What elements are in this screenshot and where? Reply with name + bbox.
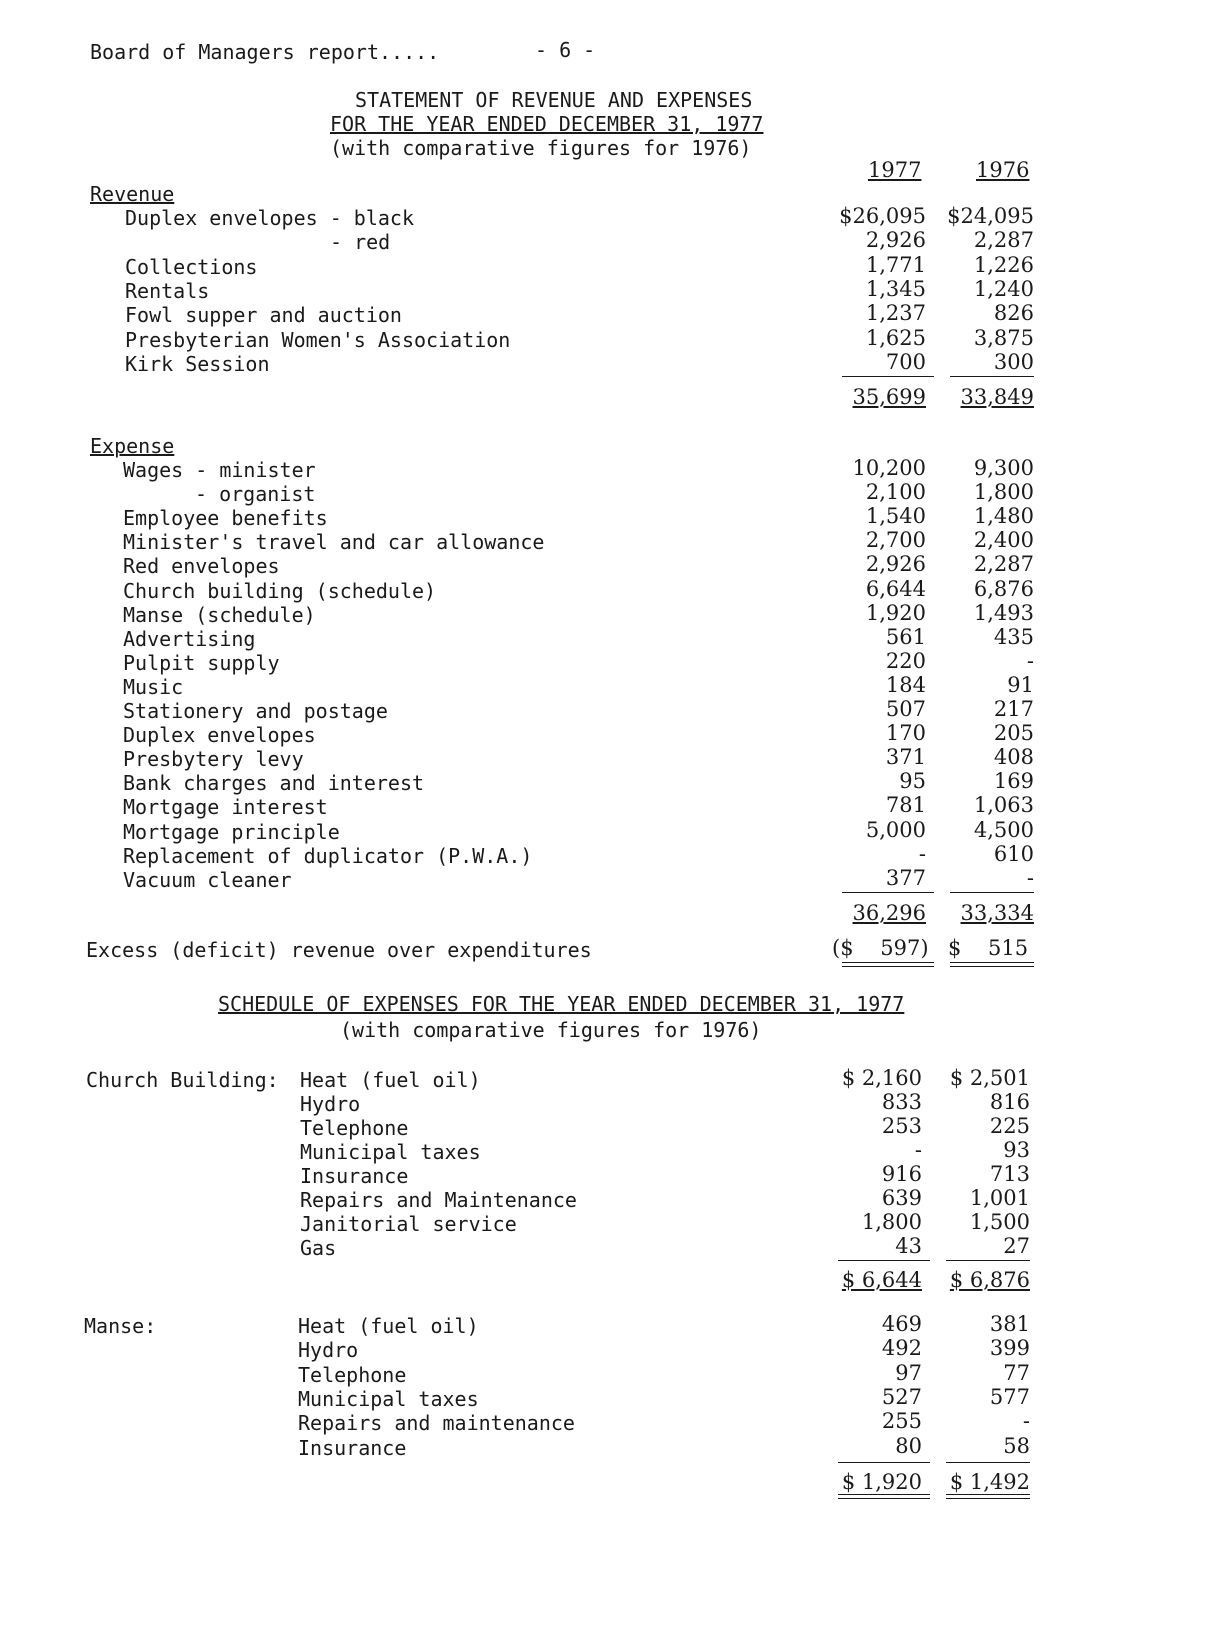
expense-row-label: Music [123, 674, 184, 699]
manse-row-value-1977: 97 [895, 1360, 922, 1385]
excess-double-rule-1976 [950, 962, 1034, 967]
revenue-row-value-1977: 1,345 [865, 276, 926, 301]
expense-row-value-1976: 169 [993, 769, 1034, 794]
manse-row-value-1977: 469 [881, 1312, 922, 1336]
revenue-row-value-1976: 826 [993, 301, 1034, 326]
schedule-title: SCHEDULE OF EXPENSES FOR THE YEAR ENDED DECEMBER 31, 1977 [218, 992, 905, 1016]
expense-row-label: Duplex envelopes [123, 723, 316, 748]
revenue-subtotal-rule-1976 [950, 376, 1034, 377]
manse-row-label: Telephone [298, 1362, 407, 1387]
expense-row-value-1976: 1,480 [973, 504, 1034, 529]
column-header-1977: 1977 [868, 158, 922, 182]
expense-row-label: Vacuum cleaner [123, 867, 292, 892]
revenue-row-value-1976: 3,875 [973, 325, 1034, 350]
church-row-value-1977: 43 [895, 1234, 922, 1258]
manse-heading: Manse: [84, 1314, 157, 1338]
church-row-value-1976: 816 [989, 1090, 1030, 1114]
expense-heading: Expense [90, 434, 175, 458]
expense-total-1976: 33,334 [960, 901, 1034, 925]
expense-row-value-1977: 2,700 [865, 528, 926, 553]
expense-row-value-1976: 2,400 [973, 528, 1034, 553]
manse-row-label: Municipal taxes [298, 1386, 479, 1411]
manse-subtotal-rule-1976 [946, 1462, 1030, 1463]
manse-total-1977: $ 1,920 [841, 1470, 922, 1494]
expense-row-label: Mortgage principle [123, 819, 340, 844]
church-row-label: Hydro [300, 1092, 361, 1116]
expense-row-value-1976: 217 [993, 697, 1034, 721]
church-building-heading: Church Building: [86, 1068, 279, 1092]
church-row-value-1976: 93 [1003, 1138, 1030, 1162]
revenue-row-label: Collections [125, 254, 258, 279]
expense-row-value-1977: 507 [885, 697, 926, 721]
manse-row-value-1977: 527 [881, 1384, 922, 1409]
expense-row-value-1976: 91 [1007, 672, 1034, 697]
church-row-value-1976: 1,001 [969, 1186, 1030, 1210]
expense-row-value-1976: - [1026, 865, 1034, 890]
manse-row-label: Insurance [298, 1435, 407, 1460]
expense-row-value-1977: 6,644 [865, 576, 926, 601]
church-row-label: Heat (fuel oil) [300, 1068, 481, 1092]
revenue-row-value-1976: 300 [993, 349, 1034, 374]
expense-row-label: Mortgage interest [123, 795, 328, 820]
manse-double-rule-1977 [838, 1494, 930, 1499]
church-row-value-1977: 1,800 [861, 1210, 922, 1234]
expense-row-value-1977: 10,200 [852, 456, 926, 480]
revenue-row-value-1976: 2,287 [973, 228, 1034, 253]
expense-row-value-1976: 4,500 [973, 817, 1034, 842]
excess-double-rule-1977 [842, 962, 934, 967]
expense-row-label: Presbytery levy [123, 747, 304, 772]
statement-title: STATEMENT OF REVENUE AND EXPENSES [355, 88, 753, 112]
expense-row-label: Bank charges and interest [123, 771, 425, 796]
expense-row-label: Employee benefits [123, 506, 328, 531]
expense-row-value-1977: 1,540 [865, 504, 926, 529]
statement-period: FOR THE YEAR ENDED DECEMBER 31, 1977 [330, 112, 764, 136]
revenue-row-label: Rentals [125, 278, 210, 303]
church-row-label: Telephone [300, 1116, 409, 1140]
church-total-1976: $ 6,876 [949, 1268, 1030, 1292]
page-number: - 6 - [535, 38, 596, 62]
manse-subtotal-rule-1977 [838, 1462, 930, 1463]
church-row-value-1977: 833 [881, 1090, 922, 1114]
excess-1977: ($ 597) [832, 936, 929, 960]
church-row-value-1976: 27 [1003, 1234, 1030, 1258]
manse-row-value-1976: 77 [1003, 1360, 1030, 1385]
revenue-heading: Revenue [90, 182, 175, 206]
expense-row-value-1977: 781 [885, 793, 926, 818]
excess-label: Excess (deficit) revenue over expenditures [86, 938, 592, 962]
expense-row-label: Advertising [123, 626, 256, 651]
expense-row-value-1977: 5,000 [865, 817, 926, 842]
expense-row-value-1976: 610 [993, 841, 1034, 866]
expense-row-label: Red envelopes [123, 554, 280, 579]
expense-row-label: Wages - minister [123, 458, 316, 482]
church-row-value-1976: 225 [989, 1114, 1030, 1138]
expense-row-value-1977: - [918, 841, 926, 866]
expense-row-value-1976: 205 [993, 721, 1034, 746]
revenue-row-value-1977: $26,095 [839, 204, 926, 228]
revenue-total-1977: 35,699 [852, 385, 926, 409]
expense-row-label: Pulpit supply [123, 650, 280, 675]
revenue-row-value-1976: 1,226 [973, 252, 1034, 277]
expense-row-label: - organist [195, 482, 316, 507]
revenue-row-label: Presbyterian Women's Association [125, 327, 511, 352]
church-total-1977: $ 6,644 [841, 1268, 922, 1292]
revenue-row-value-1977: 1,237 [865, 301, 926, 326]
expense-row-value-1977: 1,920 [865, 600, 926, 625]
revenue-row-value-1976: 1,240 [973, 276, 1034, 301]
revenue-row-value-1977: 700 [885, 349, 926, 374]
expense-row-value-1976: 2,287 [973, 552, 1034, 577]
expense-row-label: Manse (schedule) [123, 602, 316, 627]
revenue-row-value-1976: $24,095 [947, 204, 1034, 228]
expense-row-value-1976: 408 [993, 745, 1034, 770]
expense-row-value-1976: - [1026, 648, 1034, 673]
expense-row-value-1977: 371 [885, 745, 926, 770]
expense-row-label: Minister's travel and car allowance [123, 530, 545, 555]
expense-row-label: Stationery and postage [123, 699, 388, 723]
church-row-label: Municipal taxes [300, 1140, 481, 1164]
revenue-row-value-1977: 1,625 [865, 325, 926, 350]
schedule-comparative-note: (with comparative figures for 1976) [340, 1018, 762, 1042]
expense-row-value-1977: 95 [899, 769, 926, 794]
manse-row-value-1976: 58 [1003, 1433, 1030, 1458]
report-title: Board of Managers report..... [90, 40, 440, 64]
manse-row-value-1977: 80 [895, 1433, 922, 1458]
manse-row-value-1977: 492 [881, 1336, 922, 1361]
church-row-label: Gas [300, 1236, 337, 1260]
expense-row-value-1977: 2,100 [865, 480, 926, 505]
church-row-label: Janitorial service [300, 1212, 517, 1236]
manse-total-1976: $ 1,492 [949, 1470, 1030, 1494]
revenue-total-1976: 33,849 [960, 385, 1034, 409]
manse-row-value-1976: 577 [989, 1384, 1030, 1409]
manse-row-value-1976: 381 [989, 1312, 1030, 1336]
manse-row-label: Hydro [298, 1338, 359, 1363]
expense-row-value-1977: 184 [885, 672, 926, 697]
church-row-label: Repairs and Maintenance [300, 1188, 577, 1212]
expense-row-value-1977: 377 [885, 865, 926, 890]
church-row-value-1977: 639 [881, 1186, 922, 1210]
expense-subtotal-rule-1976 [950, 892, 1034, 893]
church-row-value-1976: $ 2,501 [949, 1066, 1030, 1090]
expense-row-value-1976: 1,800 [973, 480, 1034, 505]
expense-row-value-1977: 561 [885, 624, 926, 649]
expense-total-1977: 36,296 [852, 901, 926, 925]
revenue-row-label: Fowl supper and auction [125, 303, 402, 328]
church-row-value-1976: 1,500 [969, 1210, 1030, 1234]
church-row-value-1977: 916 [881, 1162, 922, 1186]
church-row-label: Insurance [300, 1164, 409, 1188]
revenue-row-label: Duplex envelopes - black [125, 206, 414, 230]
church-row-value-1977: - [914, 1138, 922, 1162]
manse-row-label: Heat (fuel oil) [298, 1314, 479, 1338]
excess-1976: $ 515 [948, 936, 1029, 960]
expense-row-value-1977: 220 [885, 648, 926, 673]
church-row-value-1977: 253 [881, 1114, 922, 1138]
manse-row-value-1976: - [1022, 1409, 1030, 1434]
manse-row-label: Repairs and maintenance [298, 1411, 575, 1436]
statement-comparative-note: (with comparative figures for 1976) [330, 136, 752, 160]
revenue-row-label: - red [330, 230, 391, 255]
church-subtotal-rule-1976 [946, 1260, 1030, 1261]
expense-row-value-1976: 6,876 [973, 576, 1034, 601]
column-header-1976: 1976 [976, 158, 1030, 182]
expense-row-label: Church building (schedule) [123, 578, 437, 603]
expense-row-value-1976: 435 [993, 624, 1034, 649]
expense-row-label: Replacement of duplicator (P.W.A.) [123, 843, 533, 868]
manse-row-value-1976: 399 [989, 1336, 1030, 1361]
revenue-row-label: Kirk Session [125, 351, 270, 376]
manse-double-rule-1976 [946, 1494, 1030, 1499]
revenue-row-value-1977: 1,771 [865, 252, 926, 277]
expense-row-value-1976: 9,300 [973, 456, 1034, 480]
expense-row-value-1976: 1,493 [973, 600, 1034, 625]
revenue-row-value-1977: 2,926 [865, 228, 926, 253]
expense-row-value-1977: 170 [885, 721, 926, 746]
church-row-value-1976: 713 [989, 1162, 1030, 1186]
revenue-subtotal-rule-1977 [842, 376, 934, 377]
expense-row-value-1976: 1,063 [973, 793, 1034, 818]
expense-subtotal-rule-1977 [842, 892, 934, 893]
church-row-value-1977: $ 2,160 [841, 1066, 922, 1090]
church-subtotal-rule-1977 [838, 1260, 930, 1261]
manse-row-value-1977: 255 [881, 1409, 922, 1434]
expense-row-value-1977: 2,926 [865, 552, 926, 577]
